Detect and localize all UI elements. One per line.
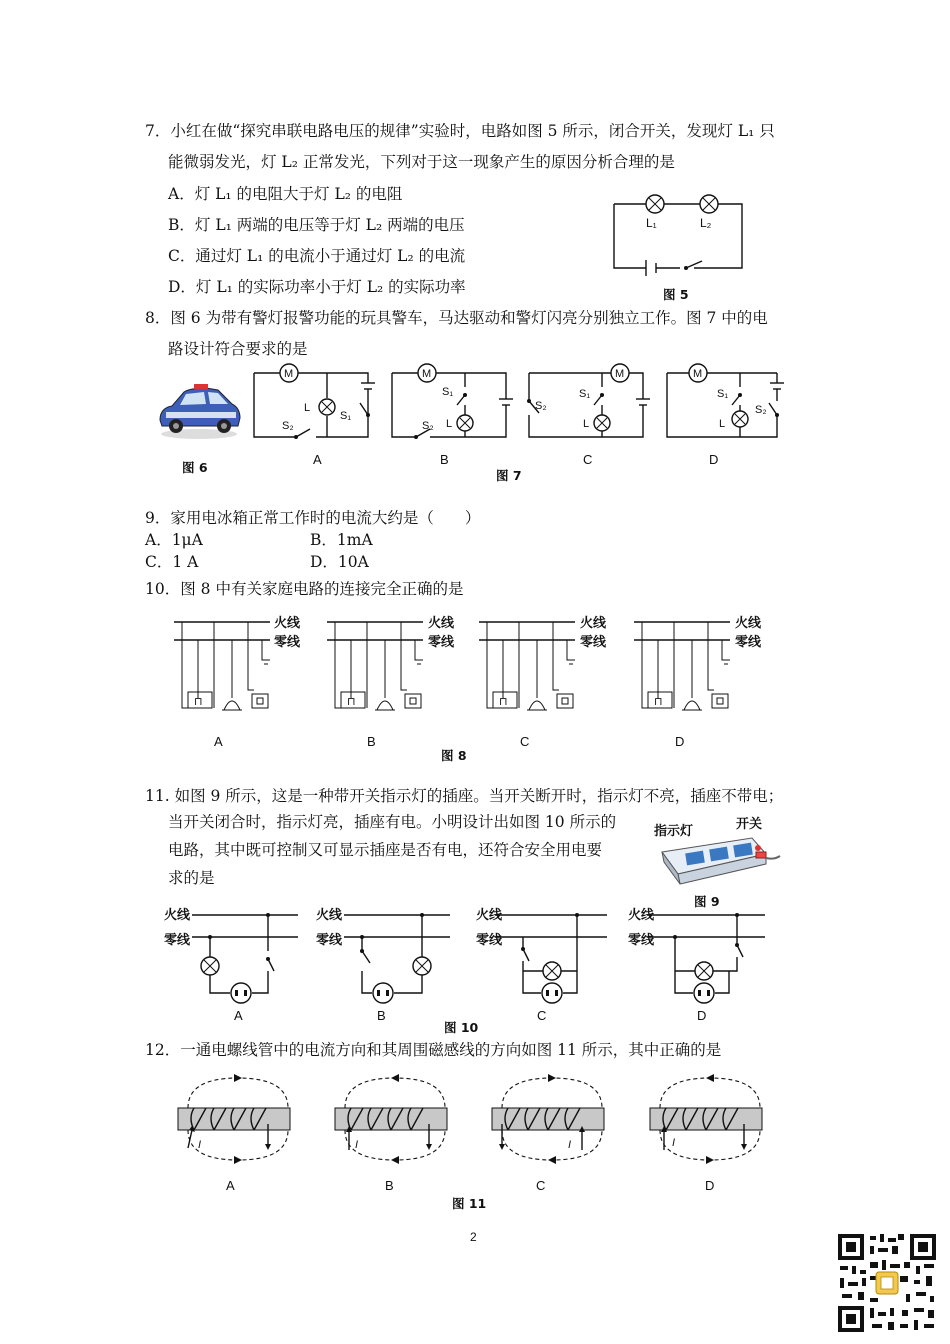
fig8-circuit-b: [327, 622, 423, 710]
qr-code-icon: [836, 1232, 938, 1334]
fig7-label-c: C: [583, 452, 593, 467]
svg-text:I: I: [568, 1139, 572, 1151]
fig8-c-live-label: 火线: [580, 616, 607, 631]
fig11-label-b: B: [385, 1178, 394, 1193]
fig7-circuit-d: [665, 365, 795, 445]
fig10-b-live-label: 火线: [316, 908, 343, 923]
svg-text:I: I: [198, 1139, 202, 1151]
fig9-power-strip-image: [656, 832, 782, 890]
fig10-circuit-b: [344, 913, 450, 1003]
fig8-label-c: C: [520, 734, 530, 749]
fig8-b-neutral-label: 零线: [428, 635, 455, 650]
fig10-caption: 图 10: [444, 1020, 479, 1035]
svg-text:L: L: [446, 418, 453, 430]
q10-stem: 10．图 8 中有关家庭电路的连接完全正确的是: [145, 580, 464, 598]
svg-text:S₁: S₁: [340, 410, 352, 422]
fig8-label-d: D: [675, 734, 685, 749]
fig8-d-neutral-label: 零线: [735, 635, 762, 650]
q11-stem-line1: 11. 如图 9 所示，这是一种带开关指示灯的插座。当开关断开时，指示灯不亮，插座不带电；: [145, 787, 784, 805]
fig8-a-live-label: 火线: [274, 616, 301, 631]
fig7-caption: 图 7: [496, 468, 522, 483]
fig11-caption: 图 11: [452, 1196, 487, 1211]
fig10-c-live-label: 火线: [476, 908, 503, 923]
fig9-indicator-label: 指示灯: [654, 824, 694, 839]
svg-text:M: M: [693, 368, 703, 380]
fig7-circuit-b: [390, 365, 520, 445]
q9-option-a: A．1μA: [145, 531, 203, 549]
fig10-a-live-label: 火线: [164, 908, 191, 923]
page-number: 2: [470, 1230, 477, 1244]
svg-text:M: M: [284, 368, 294, 380]
q7-option-a: A．灯 L₁ 的电阻大于灯 L₂ 的电阻: [168, 185, 403, 203]
q7-stem-line1: 7．小红在做“探究串联电路电压的规律”实验时，电路如图 5 所示，闭合开关，发现灯 L₁ 只: [145, 122, 775, 140]
fig10-label-c: C: [537, 1008, 547, 1023]
fig11-label-a: A: [226, 1178, 235, 1193]
fig6-caption: 图 6: [182, 460, 208, 475]
fig10-circuit-a: [192, 913, 298, 1003]
fig10-circuit-d: [647, 913, 765, 1003]
fig8-label-b: B: [367, 734, 376, 749]
fig10-b-neutral-label: 零线: [316, 933, 343, 948]
svg-text:L: L: [719, 418, 726, 430]
fig8-a-neutral-label: 零线: [274, 635, 301, 650]
fig10-a-neutral-label: 零线: [164, 933, 191, 948]
fig5-series-circuit: [610, 192, 750, 282]
svg-text:⊓: ⊓: [194, 696, 203, 708]
svg-text:S₁: S₁: [579, 388, 591, 400]
svg-text:M: M: [615, 368, 625, 380]
q7-option-c: C．通过灯 L₁ 的电流小于通过灯 L₂ 的电流: [168, 247, 466, 265]
fig5-lamp1-label: L₁: [646, 216, 657, 230]
fig7-label-a: A: [313, 452, 322, 467]
fig9-caption: 图 9: [694, 894, 720, 909]
fig11-solenoids: [160, 1072, 780, 1167]
q11-stem-line3: 电路，其中既可控制又可显示插座是否有电，还符合安全用电要: [168, 841, 603, 859]
fig10-d-live-label: 火线: [628, 908, 655, 923]
svg-text:⊓: ⊓: [499, 696, 508, 708]
svg-text:S₁: S₁: [442, 386, 454, 398]
fig7-label-d: D: [709, 452, 719, 467]
q9-option-d: D．10A: [310, 553, 369, 571]
fig8-circuit-d: [634, 622, 730, 710]
q11-stem-line4: 求的是: [168, 869, 215, 887]
fig10-label-a: A: [234, 1008, 243, 1023]
q9-option-c: C．1 A: [145, 553, 199, 571]
fig10-d-neutral-label: 零线: [628, 933, 655, 948]
fig8-c-neutral-label: 零线: [580, 635, 607, 650]
fig11-label-c: C: [536, 1178, 546, 1193]
svg-text:S₂: S₂: [755, 404, 767, 416]
q9-option-b: B．1mA: [310, 531, 373, 549]
q8-stem-line1: 8．图 6 为带有警灯报警功能的玩具警车，马达驱动和警灯闪亮分别独立工作。图 7 中的电: [145, 309, 768, 327]
svg-text:S₂: S₂: [422, 420, 434, 432]
police-car-image: [156, 380, 242, 442]
svg-text:L: L: [583, 418, 590, 430]
fig9-switch-label: 开关: [736, 817, 763, 832]
fig11-solenoid-b: [335, 1074, 447, 1164]
svg-text:S₁: S₁: [717, 388, 729, 400]
svg-text:S₂: S₂: [282, 420, 294, 432]
fig10-label-b: B: [377, 1008, 386, 1023]
fig7-circuit-a: [252, 365, 382, 445]
fig10-label-d: D: [697, 1008, 707, 1023]
q7-option-d: D．灯 L₁ 的实际功率小于灯 L₂ 的实际功率: [168, 278, 466, 296]
fig5-caption: 图 5: [663, 287, 689, 302]
svg-text:⊓: ⊓: [347, 696, 356, 708]
svg-text:I: I: [355, 1139, 359, 1151]
fig8-caption: 图 8: [441, 748, 467, 763]
fig7-circuit-c: [527, 365, 657, 445]
q11-stem-line2: 当开关闭合时，指示灯亮，插座有电。小明设计出如图 10 所示的: [168, 813, 617, 831]
svg-text:⊓: ⊓: [654, 696, 663, 708]
fig11-solenoid-d: [650, 1074, 762, 1164]
q9-stem: 9．家用电冰箱正常工作时的电流大约是（ ）: [145, 509, 481, 527]
svg-text:L: L: [304, 402, 311, 414]
fig8-b-live-label: 火线: [428, 616, 455, 631]
fig7-label-b: B: [440, 452, 449, 467]
q8-stem-line2: 路设计符合要求的是: [168, 340, 308, 358]
svg-text:I: I: [672, 1137, 676, 1149]
fig8-circuit-c: [479, 622, 575, 710]
fig10-circuit-c: [495, 913, 607, 1003]
svg-text:M: M: [422, 368, 432, 380]
fig11-solenoid-c: [492, 1074, 604, 1164]
fig5-lamp2-label: L₂: [700, 216, 712, 230]
svg-text:S₂: S₂: [535, 400, 547, 412]
fig11-solenoid-a: [178, 1074, 290, 1164]
fig8-label-a: A: [214, 734, 223, 749]
fig8-circuit-a: [174, 622, 270, 710]
fig8-household-circuits: [170, 612, 770, 722]
q7-stem-line2: 能微弱发光，灯 L₂ 正常发光，下列对于这一现象产生的原因分析合理的是: [168, 153, 675, 171]
fig8-d-live-label: 火线: [735, 616, 762, 631]
q12-stem: 12．一通电螺线管中的电流方向和其周围磁感线的方向如图 11 所示，其中正确的是: [145, 1041, 722, 1059]
fig10-c-neutral-label: 零线: [476, 933, 503, 948]
fig11-label-d: D: [705, 1178, 715, 1193]
q7-option-b: B．灯 L₁ 两端的电压等于灯 L₂ 两端的电压: [168, 216, 465, 234]
